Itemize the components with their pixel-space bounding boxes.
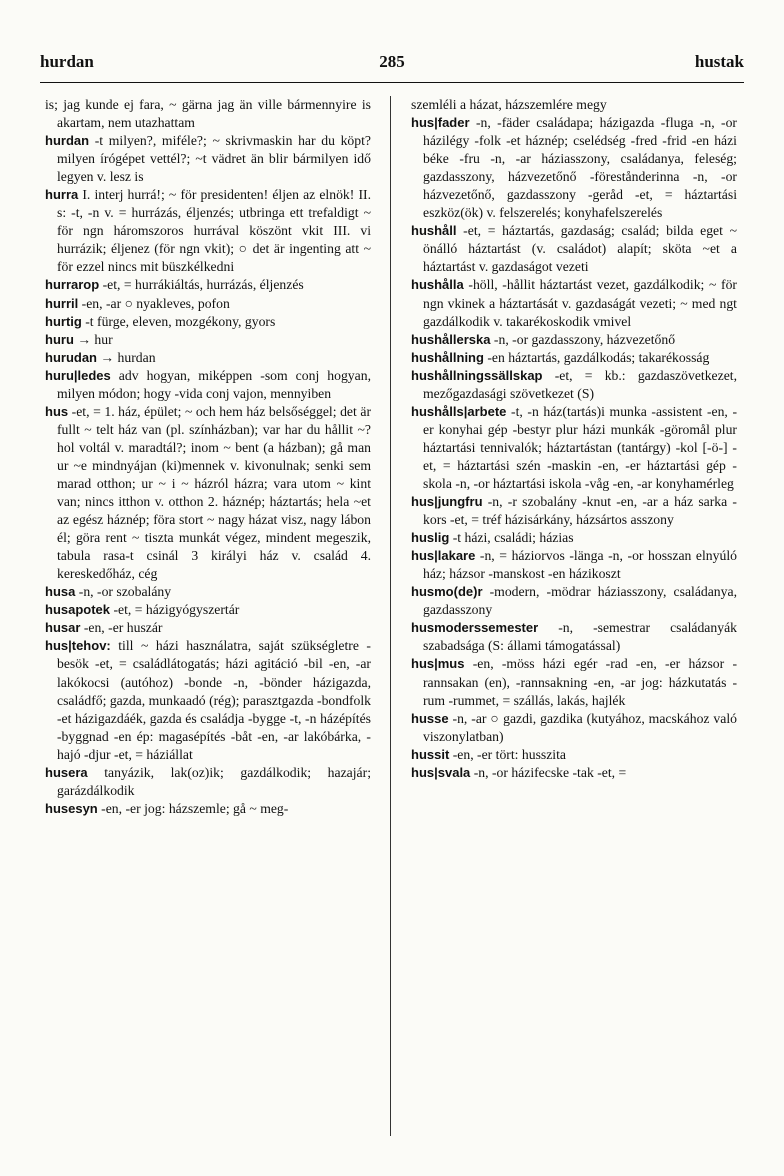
dictionary-entry: husmoderssemester -n, -semestrar családanyák szabadsága (S: állami támogatással) [411, 620, 737, 654]
right-column [411, 96, 737, 782]
dictionary-entry: hus -et, = 1. ház, épület; ~ och hem ház belsőséggel; det är fullt ~ telt ház van (pl. színházban); var har du hållit ~? hol voltál v. maradtál?; inom ~ bent (a házban); gå man ur ~e mindnyájan (ki)mennek v. kivonulnak; senki sem marad otthon; ur ~ i ~ házról házra; vara utom ~ kint van; nincs itthon v. otthon 2. háznép; háztartás; hela ~et az egész háznép; föra stort ~ nagy házat visz, nagy lábon él; göra rent ~ tiszta munkát végez, mindent megeszik, tabula rasa-t csinál 3 királyi ház v. család 4. kereskedőház, cég [45, 403, 371, 582]
dictionary-entry: hushållningssällskap -et, = kb.: gazdaszövetkezet, mezőgazdasági szövetkezet (S) [411, 367, 737, 401]
dictionary-entry: hus|jungfru -n, -r szobalány -knut -en, -ar a ház sarka -kors -et, = tréf házisárkány, házsártos asszony [411, 494, 737, 528]
dictionary-entry: hus|svala -n, -or házifecske -tak -et, = [411, 764, 627, 780]
dictionary-entry: hushåll -et, = háztartás, gazdaság; család; bilda eget ~ önálló háztartást (v. családot) alapít; sköta ~et a háztartást v. gazdaságot vezeti [411, 223, 737, 275]
dictionary-entry: hurril -en, -ar ○ nyakleves, pofon [45, 295, 230, 311]
dictionary-entry: hushållerska -n, -or gazdasszony, házvezetőnő [411, 331, 676, 347]
running-header [40, 52, 744, 78]
dictionary-entry: husa -n, -or szobalány [45, 584, 172, 600]
dictionary-entry: hurtig -t fürge, eleven, mozgékony, gyors [45, 313, 276, 329]
dictionary-entry: hus|fader -n, -fäder családapa; házigazda -fluga -n, -or házilégy -folk -et háznép; cselédség -fred -frid -en házi béke -fru -n, -ar háziasszony, családanya, feleség; gazdasszony, házvezetőnő -förestånderinna -n, -or házvezetőnő, gazdasszony -geråd -et, = háztartási eszköz(ök) v. felszerelés; konyhafelszerelés [411, 115, 737, 221]
dictionary-entry: hurudan → hurdan [45, 349, 156, 365]
dictionary-entry: hussit -en, -er tört: husszita [411, 746, 566, 762]
dictionary-entry: husse -n, -ar ○ gazdi, gazdika (kutyához, macskához való viszonylatban) [411, 710, 737, 744]
dictionary-entry: szemléli a házat, házszemlére megy [411, 97, 607, 112]
left-column [45, 96, 371, 818]
dictionary-entry: hurra I. interj hurrá!; ~ för presidenten! éljen az elnök! II. s: -t, -n v. = hurrázás, éljenzés; utbringa ett trefaldigt ~ för ngn háromszoros hurrával köszönt vkit III. vi hurrázik; éljenez (för ngn vkit); ○ det är ingenting att ~ för ezzel nincs mit büszkélkedni [45, 187, 371, 275]
dictionary-entry: huru|ledes adv hogyan, miképpen -som conj hogyan, milyen módon; hogy -vida conj vajon, mennyiben [45, 367, 371, 401]
dictionary-entry: hus|mus -en, -möss házi egér -rad -en, -er házsor -rannsakan (en), -rannsakning -en, -ar jog: házkutatás -rum -rummet, = szállás, lakás, hajlék [411, 656, 737, 708]
dictionary-entry: hushålls|arbete -t, -n ház(tartás)i munka -assistent -en, -er konyhai gép -bestyr plur házi munkák -göromål plur háztartási tennivalók; háztartástan (tantárgy) -kol [-ö-] -et, = háztartási szén -maskin -en, -er háztartási gép -skola -n, -or háztartási iskola -våg -en, -ar konyhamérleg [411, 403, 737, 491]
page-number: 285 [379, 52, 405, 71]
dictionary-entry: hushålla -höll, -hållit háztartást vezet, gazdálkodik; ~ för ngn vkinek a háztartását v. gazdaságát vezeti; ~ med ngt gazdálkodik v. takarékoskodik vmivel [411, 277, 737, 329]
dictionary-entry: hus|tehov: till ~ házi használatra, saját szükségletre -besök -et, = családlátogatás; házi agitáció -bil -en, -ar lakókocsi (autóhoz) -bonde -n, -bönder házigazda, családfő; gazda, munkaadó (rég); parasztgazda -bondfolk -et házigazdáék, gazda és családja -bygge -t, -n házépítés -byggnad -en ép: magasépítés -båt -en, -ar lakóbárka, -hajó -djur -et, = háziállat [45, 638, 371, 762]
dictionary-entry: hushållning -en háztartás, gazdálkodás; takarékosság [411, 349, 710, 365]
dictionary-entry: husesyn -en, -er jog: házszemle; gå ~ meg- [45, 800, 289, 816]
dictionary-entry: huru → hur [45, 331, 113, 347]
dictionary-entry: hurdan -t milyen?, miféle?; ~ skrivmaskin har du köpt? milyen írógépet vettél?; ~t vädret än blir bármilyen idő legyen v. lesz is [45, 133, 371, 185]
dictionary-entry: husapotek -et, = házigyógyszertár [45, 602, 240, 618]
right-guide-word: hustak [694, 52, 744, 71]
header-rule [40, 82, 744, 83]
dictionary-entry: is; jag kunde ej fara, ~ gärna jag än ville bármennyire is akartam, nem utazhattam [45, 97, 371, 131]
dictionary-entry: huslig -t házi, családi; házias [411, 530, 574, 546]
dictionary-entry: hurrarop -et, = hurrákiáltás, hurrázás, éljenzés [45, 277, 304, 293]
column-divider [390, 96, 391, 1136]
dictionary-entry: hus|lakare -n, = háziorvos -länga -n, -or hosszan elnyúló ház; házsor -manskost -en házikoszt [411, 548, 737, 582]
dictionary-entry: husar -en, -er huszár [45, 620, 163, 636]
left-guide-word: hurdan [40, 52, 94, 71]
dictionary-entry: husera tanyázik, lak(oz)ik; gazdálkodik; hazajár; garázdálkodik [45, 764, 371, 798]
dictionary-entry: husmo(de)r -modern, -mödrar háziasszony, családanya, gazdasszony [411, 584, 737, 618]
